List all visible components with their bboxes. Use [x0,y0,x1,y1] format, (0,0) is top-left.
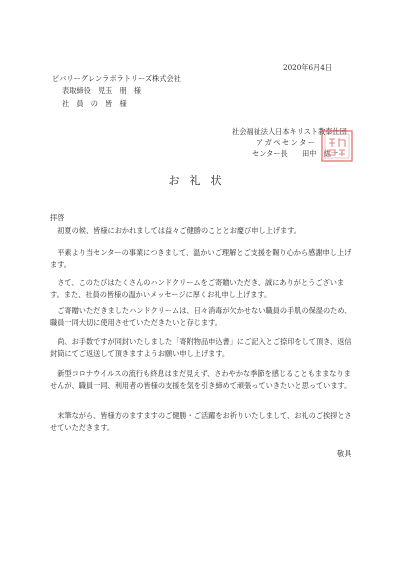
opening-greeting: 拝啓 [50,213,65,222]
recipient-company: ビバリーグレンラボラトリーズ株式会社 [52,74,181,83]
seal-stamp-icon [319,128,355,164]
body-paragraph: さて、このたびはたくさんのハンドクリームをご寄贈いただき、誠にありがとうございます。また、社員の皆様の温かいメッセージに厚くお礼申し上げます。 [50,278,345,299]
recipient-staff: 社 員 の 皆 様 [62,99,127,108]
letter-title: お礼状 [168,174,232,187]
body-paragraph: 末筆ながら、皆様方のますますのご健勝・ご活躍をお祈りいたしまして、お礼のご挨拶とさせていただきます。 [50,411,352,432]
sender-organization: 社会福祉法人日本キリスト教奉仕団 [232,127,347,136]
body-paragraph: 初夏の候、皆様におかれましては益々ご健勝のこととお慶び申し上げます。 [57,226,301,235]
recipient-representative: 表取締役 児玉 朋 様 [62,86,142,95]
sender-director: センター長 田中 紘一 [252,149,338,158]
body-paragraph: 平素より当センターの事業につきまして、温かいご理解とご支援を賜り心から感謝申し上げます。 [50,248,352,269]
body-paragraph: ご寄贈いただきましたハンドクリームは、日々消毒が欠かせない職員の手肌の保湿のため、職員一同大切に使用させていただきたいと存じます。 [50,306,352,327]
sender-center: アガペセンター [256,138,317,147]
body-paragraph: 新型コロナウイルスの流行も終息はまだ見えず、さわやかな季節を感じることもままなりませんが、職員一同、利用者の皆様の支援を気を引き締めて頑張っていきたいと思っています。 [50,369,352,390]
closing-phrase: 敬具 [337,449,352,458]
letter-date: 2020年6月4日 [283,63,333,72]
body-paragraph: 尚、お手数ですが同封いたしました「寄附物品申込書」にご記入とご捺印をして頂き、返信封筒にてご返送して頂きますようお願い申し上げます。 [50,337,352,358]
